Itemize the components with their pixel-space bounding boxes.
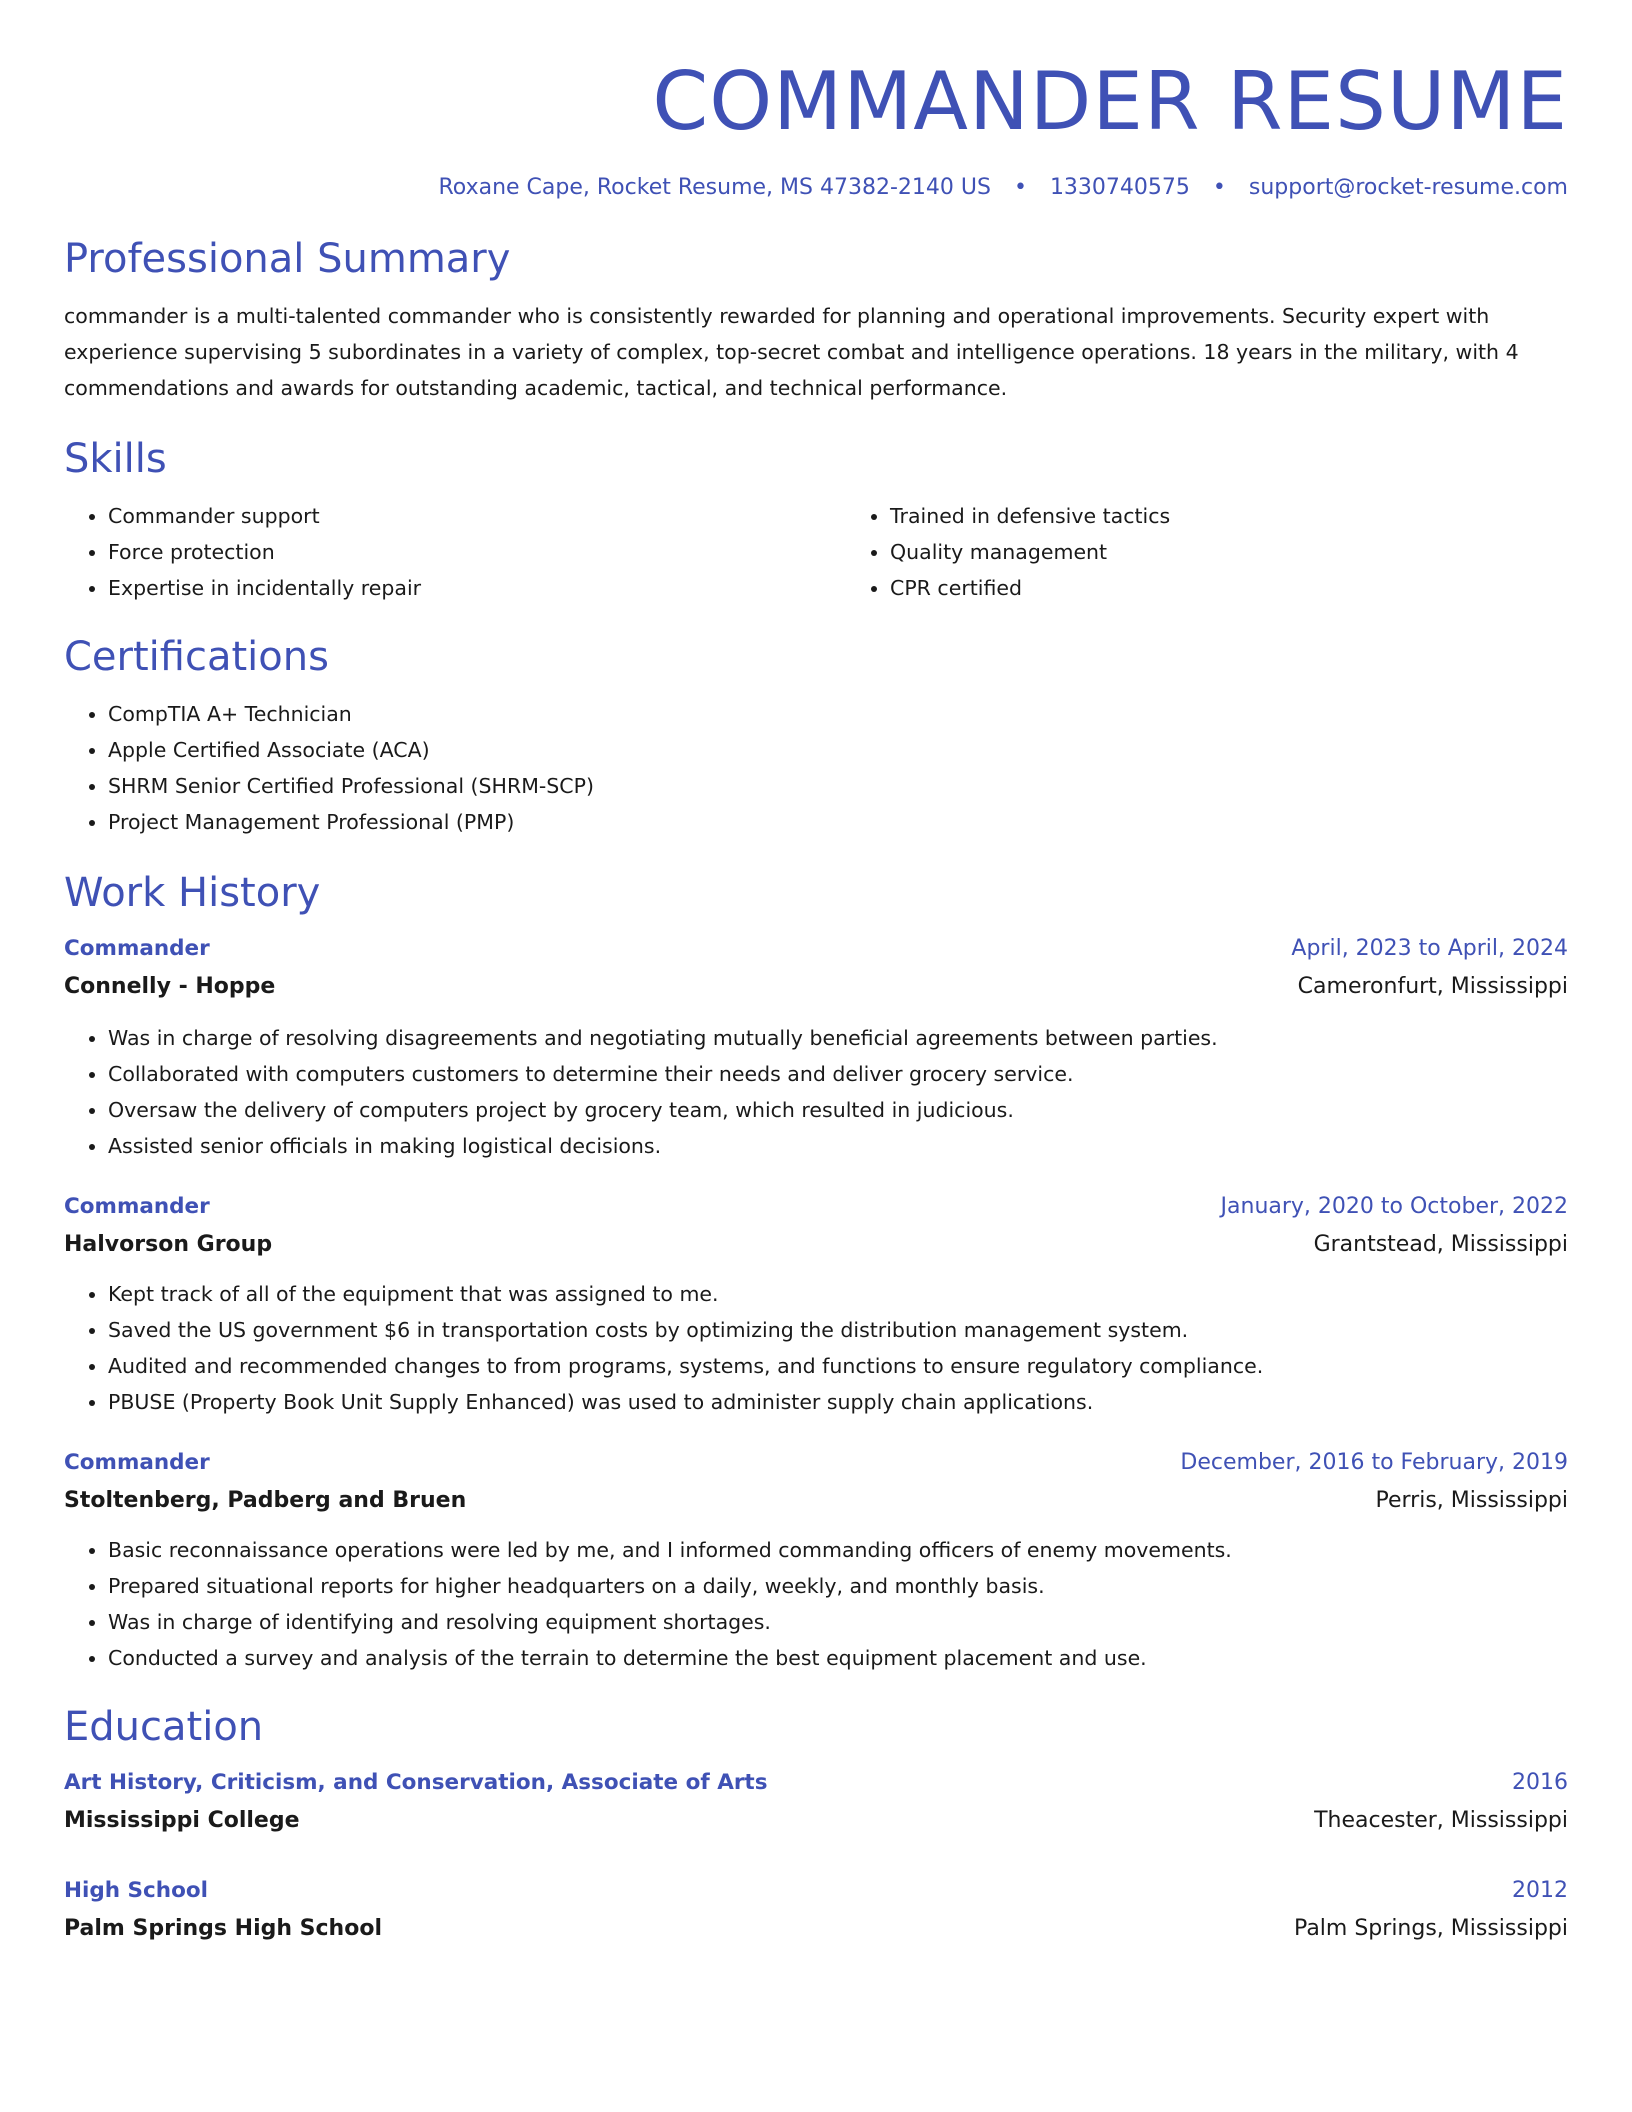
education-entry — [64, 1764, 1568, 1840]
job-bullet: • PBUSE (Property Book Unit Supply Enhanced) was used to administer supply chain applications. — [108, 1384, 1568, 1420]
certification-item: • CompTIA A+ Technician — [108, 696, 1568, 732]
job-company: Stoltenberg, Padberg and Bruen — [64, 1488, 467, 1513]
education-degree: High School — [64, 1878, 208, 1903]
skills-list-left — [64, 498, 846, 606]
job-dates: January, 2020 to October, 2022 — [1220, 1194, 1568, 1219]
summary-text: commander is a multi-talented commander who is consistently rewarded for planning and operational improvements. Security expert with experience supervising 5 subordinates in a variety of complex, top-secret combat and intelligence operations. 18 years in the military, with 4 commendations and awards for outstanding academic, tactical, and technical performance. — [64, 304, 1519, 400]
job-dates: April, 2023 to April, 2024 — [1291, 936, 1568, 961]
education-location: Palm Springs, Mississippi — [1294, 1916, 1568, 1941]
job-location: Perris, Mississippi — [1375, 1488, 1568, 1513]
education-header-row — [64, 1764, 1568, 1802]
education-org-row — [64, 1802, 1568, 1840]
skill-item: • CPR certified — [890, 570, 1628, 606]
job-role: Commander — [64, 1450, 210, 1475]
job-bullets — [64, 1276, 1568, 1420]
skills-list-right — [846, 498, 1628, 606]
job-company: Connelly - Hoppe — [64, 974, 276, 999]
certifications-title: Certifications — [64, 634, 329, 680]
job-bullets — [64, 1020, 1568, 1164]
education-section — [64, 1700, 1568, 1948]
skills-grid — [64, 498, 1568, 606]
job-bullet: • Prepared situational reports for higher headquarters on a daily, weekly, and monthly basis. — [108, 1568, 1568, 1604]
contact-phone: 1330740575 — [1049, 175, 1190, 200]
job-bullet: • Basic reconnaissance operations were led by me, and I informed commanding officers of enemy movements. — [108, 1532, 1568, 1568]
education-entry — [64, 1872, 1568, 1948]
job-bullet: • Audited and recommended changes to from programs, systems, and functions to ensure regulatory compliance. — [108, 1348, 1568, 1384]
job-bullet: • Collaborated with computers customers to determine their needs and deliver grocery service. — [108, 1056, 1568, 1092]
job-entry — [64, 1444, 1568, 1676]
resume-header — [64, 52, 1568, 204]
skills-section — [64, 432, 1568, 606]
job-bullet: • Saved the US government $6 in transportation costs by optimizing the distribution management system. — [108, 1312, 1568, 1348]
job-bullet: • Was in charge of resolving disagreements and negotiating mutually beneficial agreements between parties. — [108, 1020, 1568, 1056]
work-history-title: Work History — [64, 870, 321, 916]
job-location: Grantstead, Mississippi — [1313, 1232, 1568, 1257]
skill-item: • Expertise in incidentally repair — [108, 570, 846, 606]
job-role: Commander — [64, 936, 210, 961]
resume-name: COMMANDER RESUME — [652, 55, 1568, 148]
certification-item: • Apple Certified Associate (ACA) — [108, 732, 1568, 768]
education-header-row — [64, 1872, 1568, 1910]
contact-separator: • — [1013, 175, 1027, 200]
contact-email: support@rocket-resume.com — [1248, 175, 1568, 200]
job-company: Halvorson Group — [64, 1232, 273, 1257]
certification-item: • Project Management Professional (PMP) — [108, 804, 1568, 840]
education-year: 2016 — [1512, 1770, 1568, 1795]
job-header-row — [64, 1188, 1568, 1226]
job-bullet: • Oversaw the delivery of computers project by grocery team, which resulted in judicious. — [108, 1092, 1568, 1128]
education-org-row — [64, 1910, 1568, 1948]
education-school: Mississippi College — [64, 1808, 300, 1833]
contact-line — [64, 172, 1568, 204]
job-header-row — [64, 930, 1568, 968]
job-org-row — [64, 1226, 1568, 1264]
education-title: Education — [64, 1704, 264, 1750]
skill-item: • Trained in defensive tactics — [890, 498, 1628, 534]
summary-section — [64, 232, 1568, 406]
certification-item: • SHRM Senior Certified Professional (SHRM-SCP) — [108, 768, 1568, 804]
education-degree: Art History, Criticism, and Conservation, Associate of Arts — [64, 1770, 768, 1795]
contact-address: Roxane Cape, Rocket Resume, MS 47382-2140 US — [438, 175, 991, 200]
contact-separator: • — [1212, 175, 1226, 200]
skills-title: Skills — [64, 436, 167, 482]
job-location: Cameronfurt, Mississippi — [1297, 974, 1568, 999]
job-org-row — [64, 968, 1568, 1006]
certifications-list — [64, 696, 1568, 840]
job-org-row — [64, 1482, 1568, 1520]
job-bullets — [64, 1532, 1568, 1676]
education-year: 2012 — [1512, 1878, 1568, 1903]
skill-item: • Force protection — [108, 534, 846, 570]
job-dates: December, 2016 to February, 2019 — [1180, 1450, 1568, 1475]
education-school: Palm Springs High School — [64, 1916, 382, 1941]
work-history-section — [64, 866, 1568, 1676]
job-entry — [64, 930, 1568, 1164]
job-bullet: • Kept track of all of the equipment that was assigned to me. — [108, 1276, 1568, 1312]
job-bullet: • Conducted a survey and analysis of the terrain to determine the best equipment placement and use. — [108, 1640, 1568, 1676]
certifications-section — [64, 630, 1568, 840]
job-header-row — [64, 1444, 1568, 1482]
education-location: Theacester, Mississippi — [1314, 1808, 1568, 1833]
job-bullet: • Was in charge of identifying and resolving equipment shortages. — [108, 1604, 1568, 1640]
job-role: Commander — [64, 1194, 210, 1219]
job-entry — [64, 1188, 1568, 1420]
skill-item: • Commander support — [108, 498, 846, 534]
skill-item: • Quality management — [890, 534, 1628, 570]
summary-title: Professional Summary — [64, 236, 511, 282]
job-bullet: • Assisted senior officials in making logistical decisions. — [108, 1128, 1568, 1164]
